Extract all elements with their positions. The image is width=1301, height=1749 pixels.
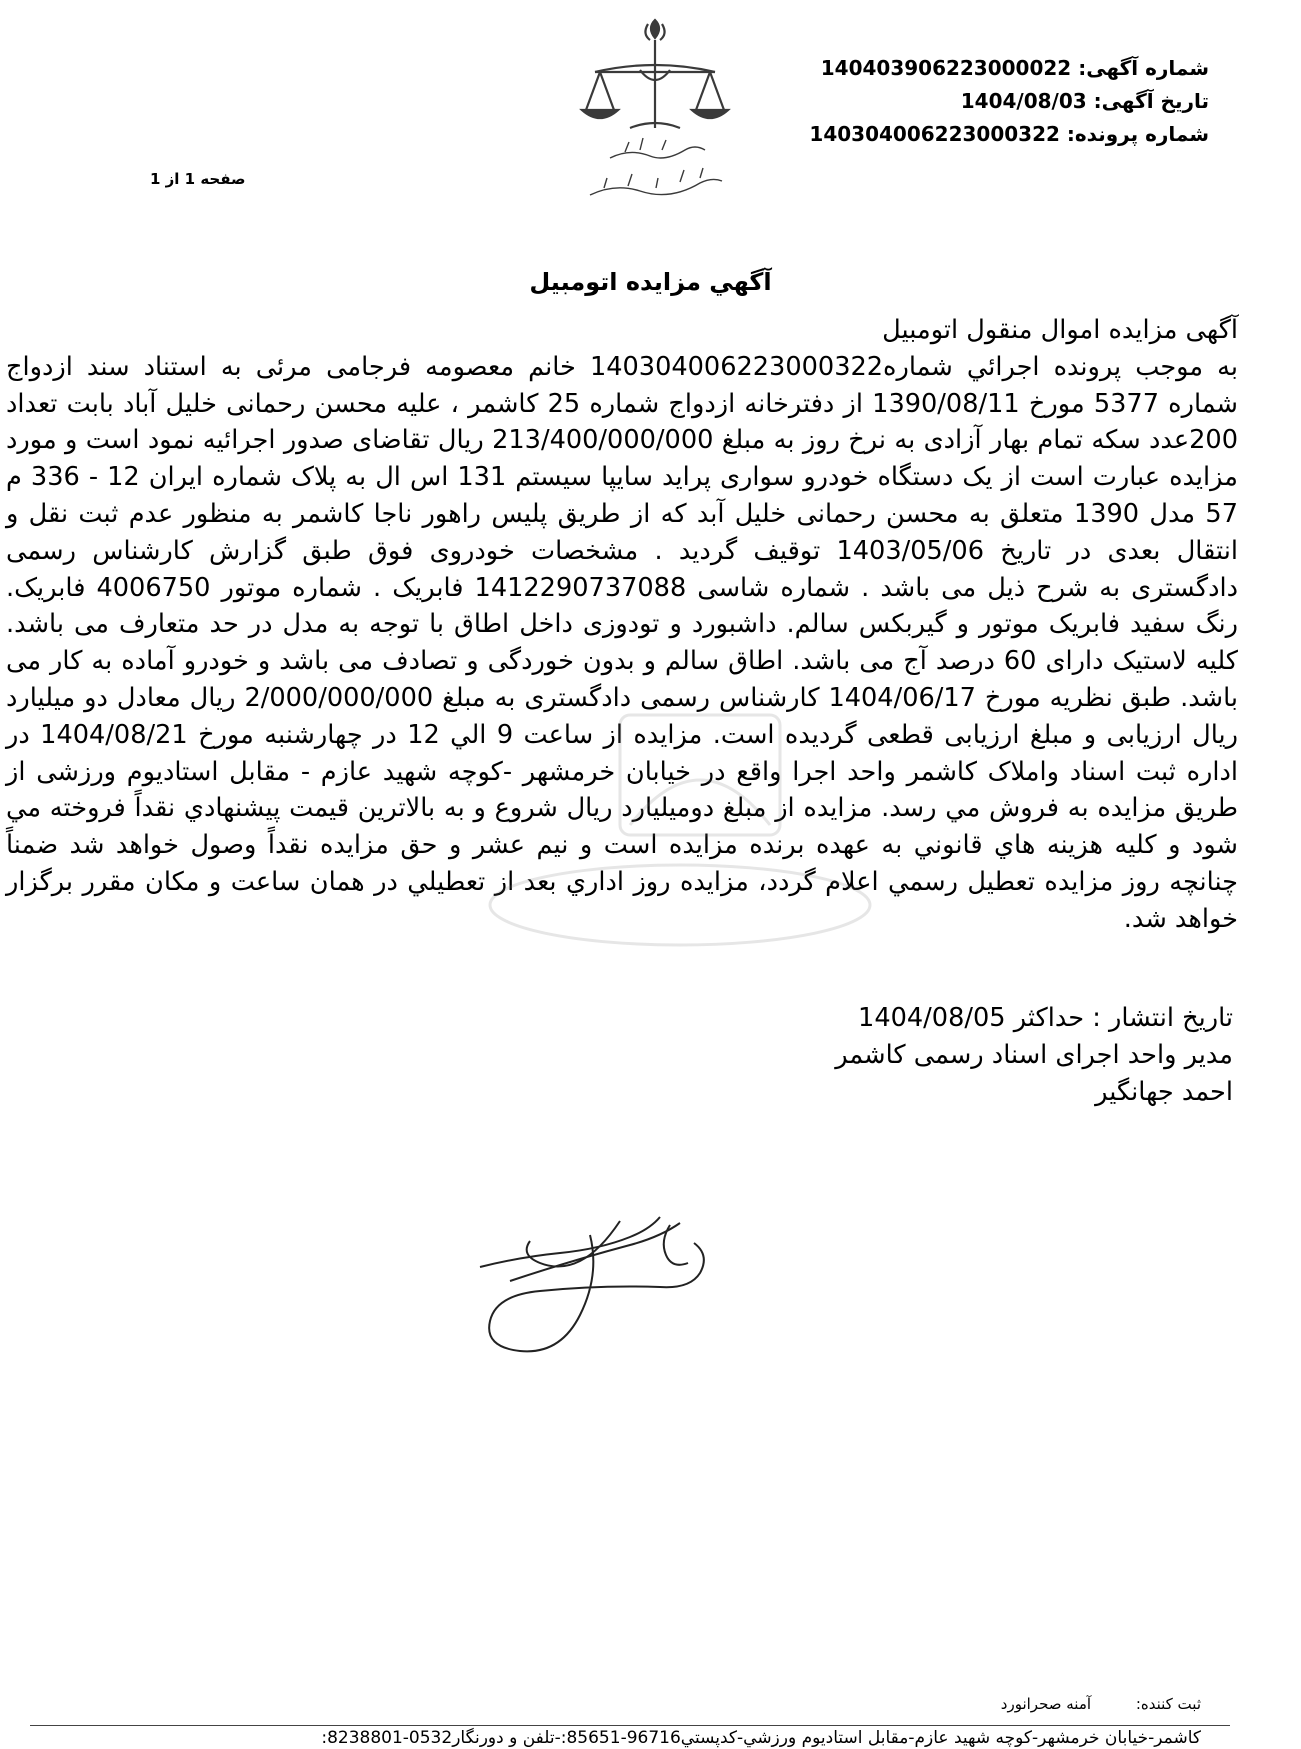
judiciary-emblem-icon [570, 10, 740, 220]
handwritten-signature-icon [470, 1205, 730, 1365]
footer-divider [30, 1725, 1230, 1726]
registrar [1001, 1695, 1201, 1713]
registrar-label: ثبت کننده: [1135, 1695, 1201, 1713]
registrar-name: آمنه صحرانورد [1000, 1695, 1092, 1713]
page-indicator: صفحه 1 از 1 [150, 170, 246, 188]
watermark-stamp-icon [470, 705, 890, 1035]
body-paragraph: به موجب پرونده اجرائي شماره140304006223000322 خانم معصومه فرجامی مرئی به استناد سند ازدواج شماره 5377 مورخ 1390/08/11 از دفترخانه ازدواج شماره 25 کاشمر ، علیه محسن رحمانی خلیل آباد بابت تعداد 200عدد سکه تمام بهار آزادی به نرخ روز به مبلغ 213/400/000/000 ریال تقاضای صدور اجرائیه نمود است و مورد مزایده عبارت است از یک دستگاه خودرو سواری پراید سایپا سیستم 131 اس ال به پلاک شماره ایران 12 - 336 م 57 مدل 1390 متعلق به محسن رحمانی خلیل آبد که از طریق پلیس راهور ناجا کاشمر به منظور عدم ثبت نقل و انتقال بعدی در تاریخ 1403/05/06 توقیف گردید . مشخصات خودروی فوق طبق گزارش کارشناس رسمی دادگستری به شرح ذیل می باشد . شماره شاسی 1412290737088 فابریک . شماره موتور 4006750 فابریک. رنگ سفید فابریک موتور و گیربکس سالم. داشبورد و تودوزی داخل اطاق با توجه به مدل در حد متعارف می باشد. کلیه لاستیک دارای 60 درصد آج می باشد. اطاق سالم و بدون خوردگی و تصادف می باشد و خودرو آماده به کار می باشد. طبق نظریه مورخ 1404/06/17 کارشناس رسمی دادگستری به مبلغ 2/000/000/000 ریال معادل دو میلیارد ریال ارزیابی و مبلغ ارزیابی قطعی گردیده است. مزایده از ساعت 9 الي 12 در چهارشنبه مورخ 1404/08/21 در اداره ثبت اسناد واملاک کاشمر واحد اجرا واقع در خیابان خرمشهر -کوچه شهید عازم - مقابل استادیوم ورزشی از طريق مزايده به فروش مي رسد. مزايده از مبلغ دوميليارد ريال شروع و به بالاترين قيمت پيشنهادي نقداً فروخته مي شود و كليه هزينه هاي قانوني به عهده برنده مزايده است و نيم عشر و حق مزايده نقداً وصول خواهد شد ضمناً چنانچه روز مزايده تعطيل رسمي اعلام گردد، مزايده روز اداري بعد از تعطيلي در همان ساعت و مكان مقرر برگزار خواهد شد. [6, 351, 1239, 934]
publish-date: تاریخ انتشار : حداکثر 1404/08/05 [858, 1003, 1233, 1033]
notice-metadata [809, 52, 1209, 151]
notice-date: تاریخ آگهی: 1404/08/03 [960, 89, 1209, 113]
document-title: آگهي مزايده اتومبيل [529, 268, 772, 296]
signer-title: مدیر واحد اجرای اسناد رسمی کاشمر [835, 1039, 1233, 1070]
footer-address: کاشمر-خیابان خرمشهر-کوچه شهید عازم-مقابل استادیوم ورزشي-کدپستي96716-85651:-تلفن و دورنگار0532-8238801: [321, 1728, 1201, 1748]
body-heading: آگهی مزایده اموال منقول اتومبیل [882, 315, 1238, 345]
notice-number: شماره آگهی: 140403906223000022 [820, 56, 1209, 80]
signer-name: احمد جهانگیر [1095, 1076, 1233, 1107]
signature-block [835, 1000, 1233, 1110]
case-number: شماره پرونده: 140304006223000322 [809, 122, 1209, 146]
